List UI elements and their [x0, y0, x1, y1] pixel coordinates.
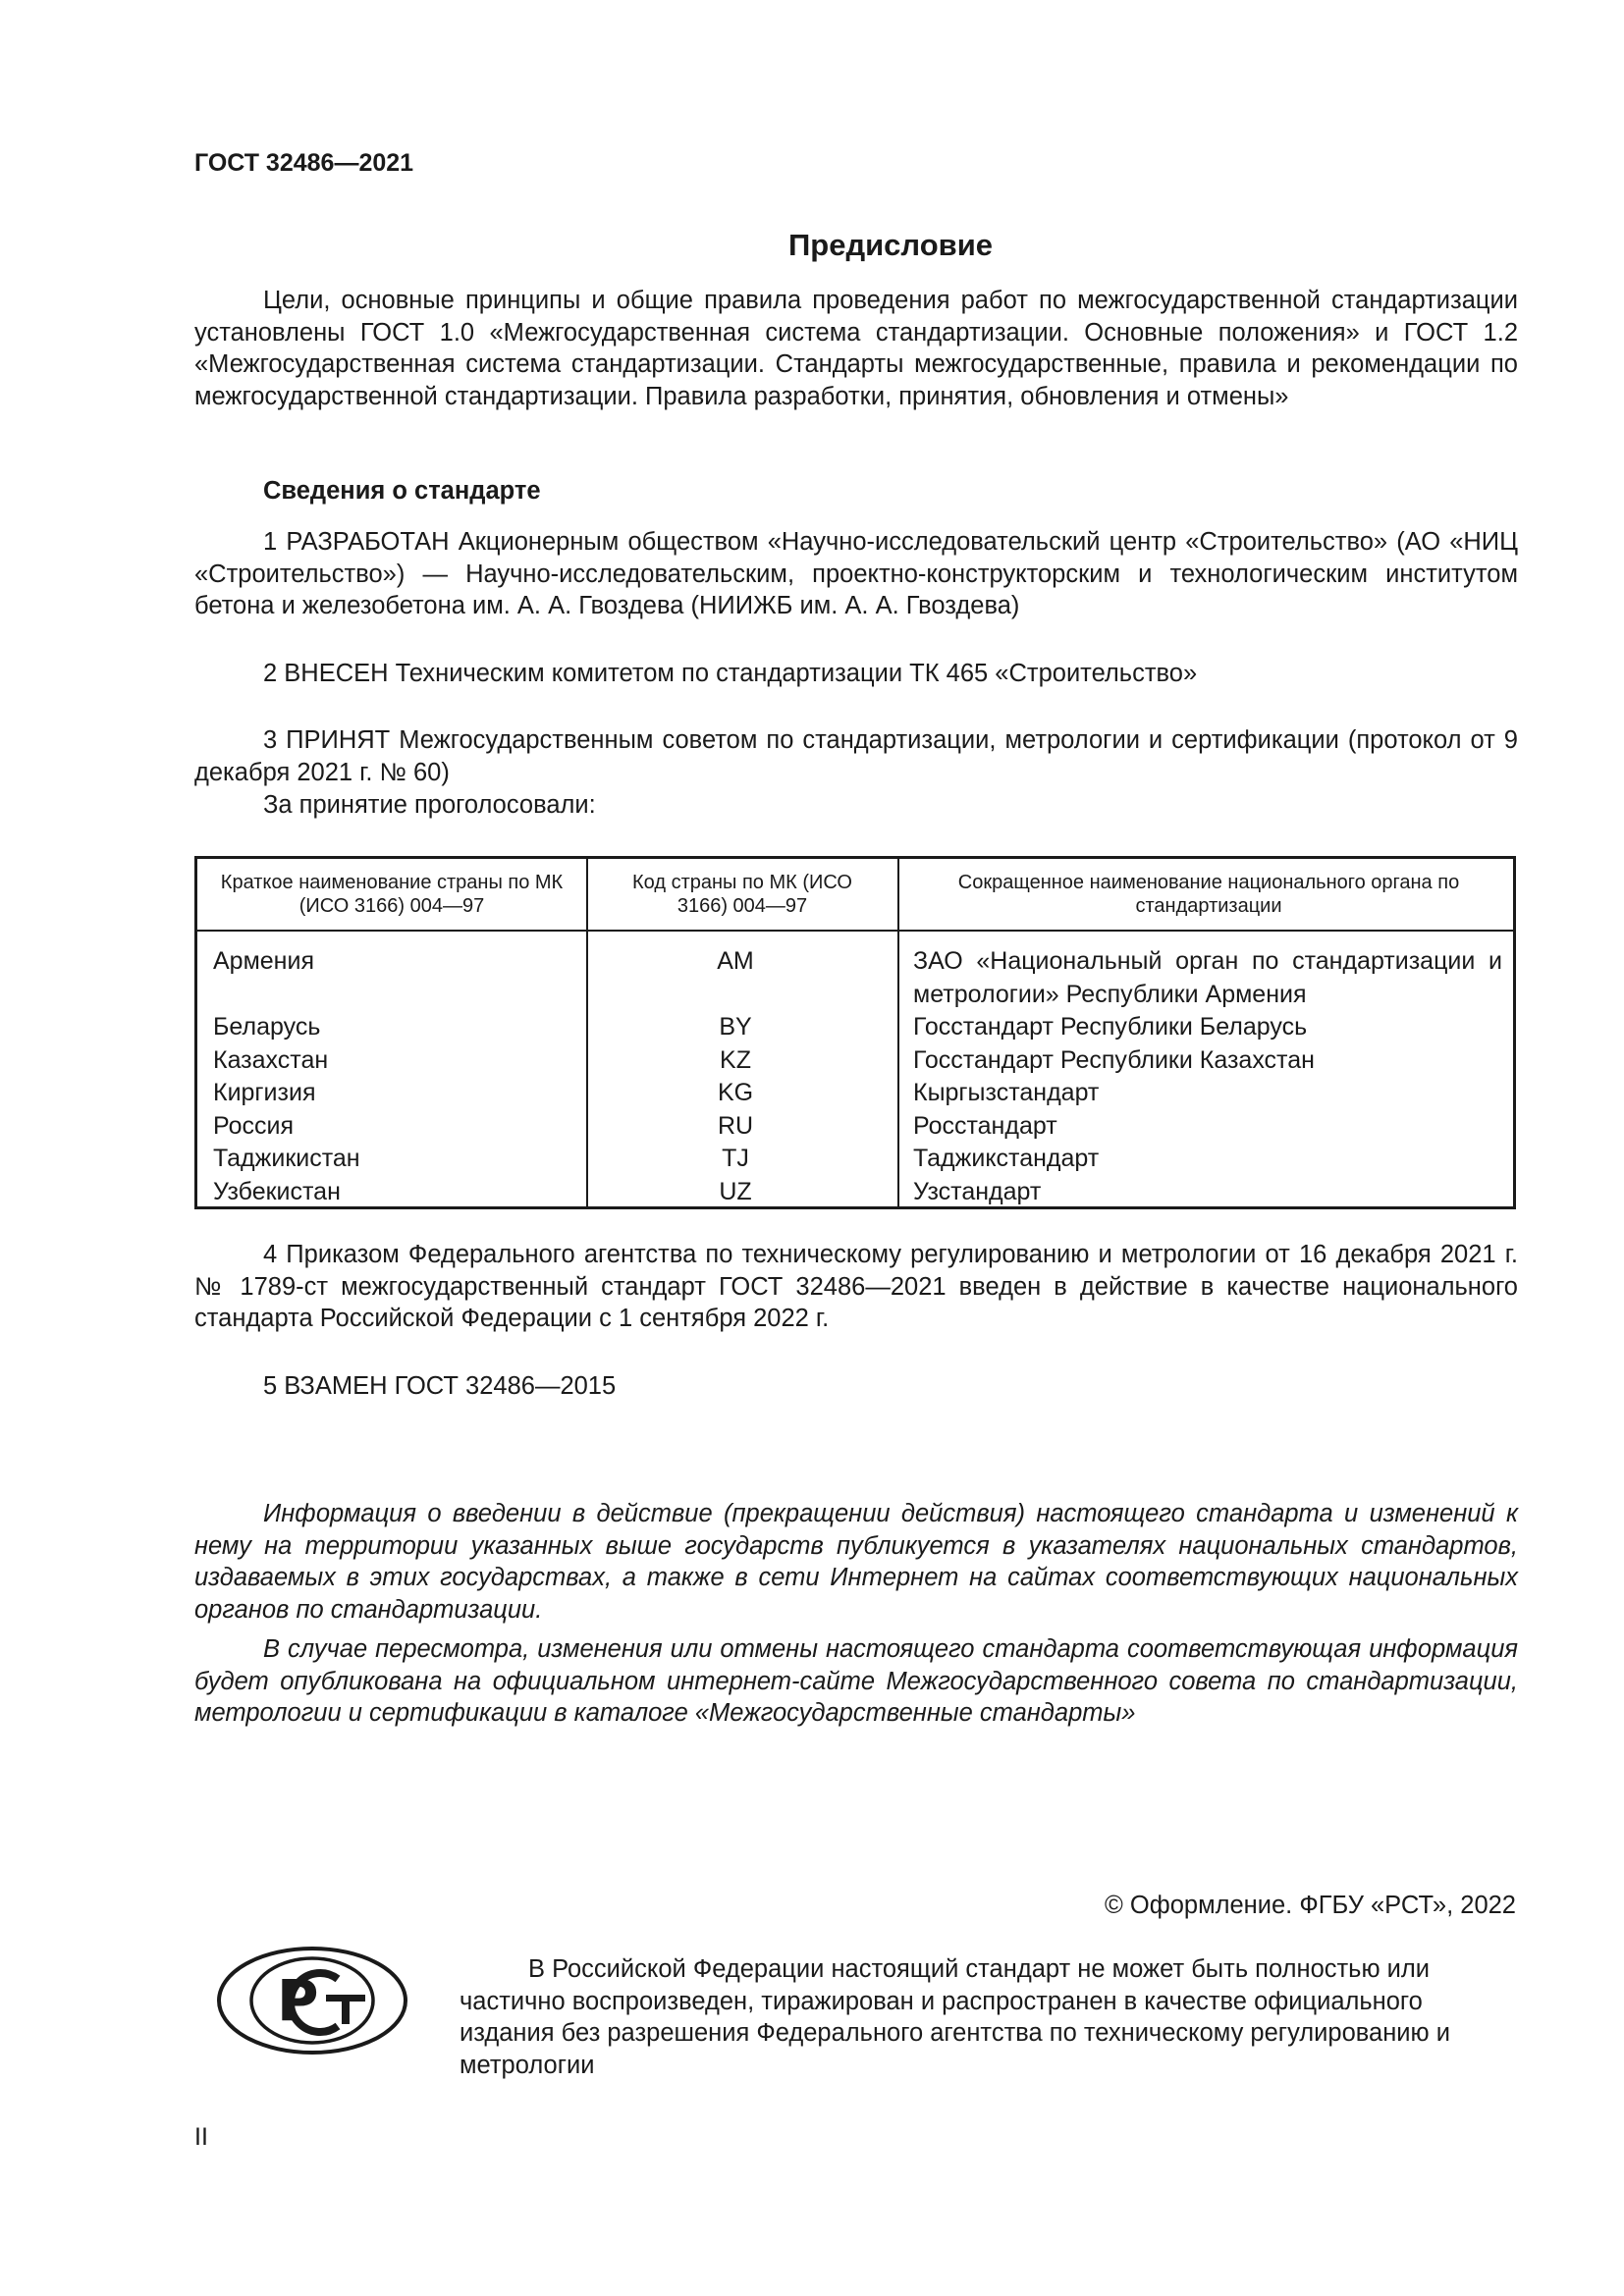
table-cell-body: Росстандарт [913, 1111, 1057, 1140]
page-title: Предисловие [787, 228, 993, 262]
voting-table [194, 856, 1516, 1209]
table-cell-code: BY [719, 1013, 752, 1041]
copyright-notice: © Оформление. ФГБУ «РСТ», 2022 [1105, 1892, 1516, 1919]
table-cell-country: Беларусь [213, 1013, 321, 1041]
table-cell-country: Таджикистан [213, 1145, 360, 1172]
logo-letter-r: Р [277, 1967, 319, 2034]
intro-paragraph: Цели, основные принципы и общие правила проведения работ по межгосударственной стандартизации установлены ГОСТ 1.0 «Межгосударственная система стандартизации. Основные положения» и ГОСТ 1.2 «Межгосударственная система стандартизации. Стандарты межгосударственные, правила и рекомендации по межгосударственной стандартизации. Правила разработки, принятия, обновления и отмены» [194, 287, 1518, 410]
info-paragraph-2: В случае пересмотра, изменения или отмены настоящего стандарта соответствующая информация будет опубликована на официальном интернет-сайте Межгосударственного совета по стандартизации, метрологии и сертификации в каталоге «Межгосударственные стандарты» [194, 1635, 1518, 1728]
table-cell-country: Казахстан [213, 1045, 329, 1074]
standard-code-header: ГОСТ 32486—2021 [194, 149, 414, 177]
table-header-body: Сокращенное наименование национального органа по стандартизации [957, 872, 1460, 917]
table-header-code: Код страны по МК (ИСО 3166) 004—97 [632, 872, 852, 917]
table-divider [897, 859, 899, 1206]
table-cell-body: Кыргызстандарт [913, 1079, 1100, 1106]
table-cell-country: Россия [213, 1111, 294, 1140]
page-number: II [194, 2123, 208, 2151]
section-subheading: Сведения о стандарте [263, 477, 541, 505]
table-cell-code: RU [717, 1111, 754, 1140]
table-cell-code: KG [717, 1079, 754, 1106]
table-cell-code: AM [717, 947, 754, 975]
item-introduced: 2 ВНЕСЕН Техническим комитетом по стандартизации ТК 465 «Строительство» [263, 660, 1198, 687]
table-cell-body: Госстандарт Республики Казахстан [913, 1045, 1315, 1074]
item-adopted: 3 ПРИНЯТ Межгосударственным советом по стандартизации, метрологии и сертификации (протокол от 9 декабря 2021 г. № 60) [194, 726, 1518, 786]
copyright-restriction-notice: В Российской Федерации настоящий стандарт не может быть полностью или частично воспроизведен, тиражирован и распространен в качестве официального издания без разрешения Федерального агентства по техническому регулированию и метрологии [460, 1955, 1450, 2079]
table-cell-code: UZ [719, 1177, 752, 1205]
table-header-divider [197, 930, 1513, 932]
table-cell-country: Узбекистан [213, 1177, 341, 1205]
table-cell-code: TJ [722, 1145, 749, 1172]
table-cell-body: Таджикстандарт [913, 1145, 1100, 1172]
rst-logo-icon [216, 1946, 408, 2060]
info-paragraph-1: Информация о введении в действие (прекращении действия) настоящего стандарта и изменений к нему на территории указанных выше государств публикуется в указателях национальных стандартов, издаваемых в этих государствах, а также в сети Интернет на сайтах соответствующих национальных органов по стандартизации. [194, 1500, 1518, 1624]
table-cell-code: KZ [720, 1045, 751, 1074]
voted-label: За принятие проголосовали: [263, 791, 596, 819]
table-cell-body: ЗАО «Национальный орган по стандартизации и метрологии» Республики Армения [913, 947, 1502, 1008]
table-cell-country: Армения [213, 947, 314, 975]
item-replaces: 5 ВЗАМЕН ГОСТ 32486—2015 [263, 1372, 617, 1400]
table-cell-body: Госстандарт Республики Беларусь [913, 1013, 1308, 1041]
item-developed: 1 РАЗРАБОТАН Акционерным обществом «Научно-исследовательский центр «Строительство» (АО «НИЦ «Строительство») — Научно-исследовательским, проектно-конструкторским и технологическим институтом бетона и железобетона им. А. А. Гвоздева (НИИЖБ им. А. А. Гвоздева) [194, 528, 1518, 620]
item-order: 4 Приказом Федерального агентства по техническому регулированию и метрологии от 16 декабря 2021 г. № 1789-ст межгосударственный стандарт ГОСТ 32486—2021 введен в действие в качестве национального стандарта Российской Федерации с 1 сентября 2022 г. [194, 1241, 1518, 1333]
table-cell-country: Киргизия [213, 1079, 316, 1106]
table-cell-body: Узстандарт [913, 1177, 1042, 1205]
table-header-country: Краткое наименование страны по МК (ИСО 3166) 004—97 [220, 872, 564, 917]
